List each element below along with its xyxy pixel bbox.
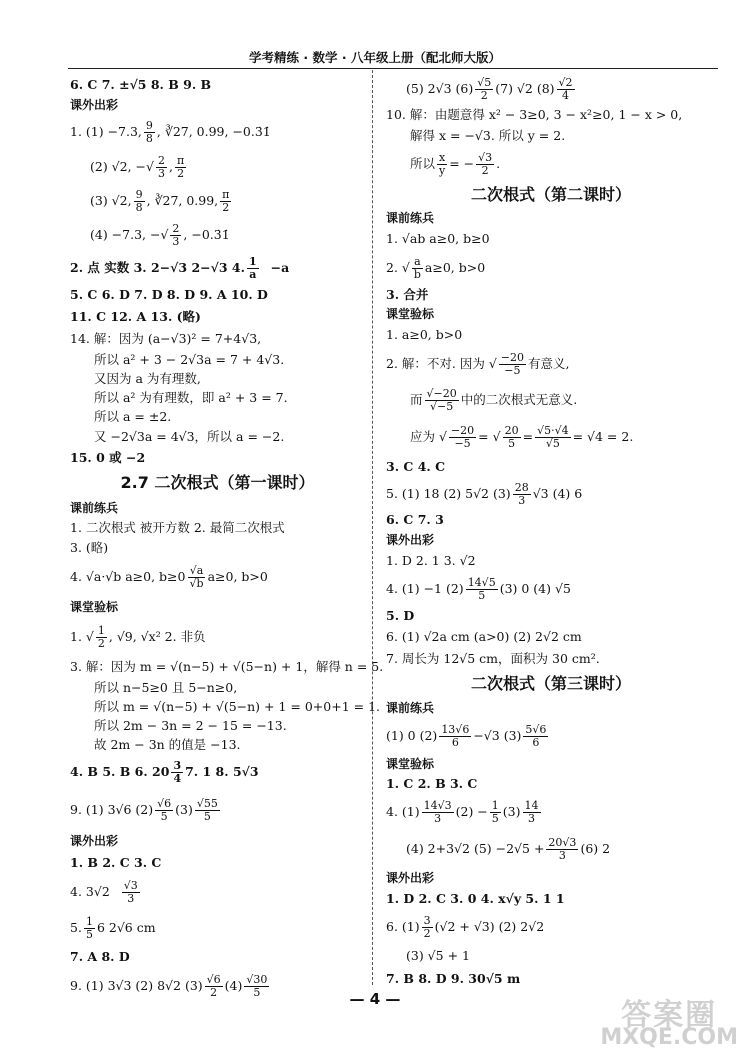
answer-line: 1. C 2. B 3. C: [386, 776, 478, 791]
answer-line: 应为 √ $\frac{-20}{-5}$ = √ $\frac{20}{5}$ = $\frac{√5\cdot√4}{√5}$ = √4 = 2.: [410, 423, 634, 450]
answer-line: 6. (1) $\frac{3}{2}$ (√2 + √3) (2) 2√2: [386, 913, 545, 940]
answer-line: 5. D: [386, 608, 415, 623]
answer-line: 所以 a² + 3 − 2√3a = 7 + 4√3.: [94, 351, 285, 367]
answer-line: 而 $\frac{√-20}{√-5}$ 中的二次根式无意义.: [410, 386, 578, 413]
answer-line: 5. $\frac{1}{5}$ 6 2√6 cm: [70, 914, 156, 941]
watermark-logo: [600, 998, 738, 1050]
answer-line: 4. 3√2 $\frac{√3}{3}$: [70, 878, 138, 905]
page-number: — 4 —: [349, 990, 401, 1008]
answer-line: 9. (1) 3√6 (2) $\frac{√6}{5}$ (3) $\frac{√55}{5}$: [70, 796, 218, 823]
answer-line: 9. (1) 3√3 (2) 8√2 (3) $\frac{√6}{2}$ (4) $\frac{√30}{5}$: [70, 972, 268, 999]
chapter-title: 二次根式（第二课时）: [470, 185, 631, 204]
answer-line: 所以 n−5≥0 且 5−n≥0,: [94, 679, 238, 695]
answer-line: 3. C 4. C: [386, 459, 446, 474]
chapter-title: 二次根式（第三课时）: [470, 674, 631, 693]
answer-line: 1. B 2. C 3. C: [70, 855, 162, 870]
watermark-url: MXQE.COM: [600, 1025, 738, 1050]
answer-line: 15. 0 或 −2: [70, 450, 146, 465]
answer-line: 1. a≥0, b>0: [386, 327, 463, 342]
answer-line: (5) 2√3 (6) $\frac{√5}{2}$ (7) √2 (8) $\frac{√2}{4}$: [406, 75, 573, 102]
answer-line: 又 −2√3a = 4√3，所以 a = −2.: [94, 429, 285, 444]
section-heading: 课前练兵: [70, 501, 119, 515]
answer-line: 4. √a·√b a≥0, b≥0 $\frac{√a}{√b}$ a≥0, b>0: [70, 563, 268, 590]
answer-line: 6. C 7. 3: [386, 512, 444, 527]
answer-line: (4) −7.3, −√ $\frac{2}{3}$ , −0.3̇1̇: [90, 221, 230, 248]
answer-line: 3. 合并: [386, 287, 429, 302]
answer-line: 1. (1) −7.3, $\frac{9}{8}$ , ∛27, 0.99, −0.3̇1̇: [70, 118, 271, 145]
column-divider: [372, 70, 373, 985]
page-header: 学考精练 · 数学 · 八年级上册（配北师大版）: [249, 50, 501, 65]
answer-line: 5. (1) 18 (2) 5√2 (3) $\frac{28}{3}$ √3 (4) 6: [386, 480, 583, 507]
answer-line: (1) 0 (2) $\frac{13√6}{6}$ −√3 (3) $\frac{5√6}{6}$: [386, 722, 547, 749]
answer-line: 所以 a² 为有理数，即 a² + 3 = 7.: [94, 389, 288, 405]
section-heading: 课外出彩: [70, 834, 119, 848]
right-column: [386, 74, 716, 990]
answer-line: 1. D 2. 1 3. √2: [386, 553, 476, 568]
answer-line: 2. 解：不对. 因为 √ $\frac{-20}{-5}$ 有意义,: [386, 350, 570, 377]
section-heading: 课堂验标: [386, 757, 435, 771]
answer-line: 1. D 2. C 3. 0 4. x√y 5. 1 1: [386, 891, 565, 906]
answer-line: 3. 解：因为 m = √(n−5) + √(5−n) + 1，解得 n = 5.: [70, 659, 384, 674]
answer-line: 2. 点 实数 3. 2−√3 2−√3 4. $\frac{1}{a}$ −a: [70, 254, 290, 281]
answer-line: 10. 解：由题意得 x² − 3≥0, 3 − x²≥0, 1 − x > 0,: [386, 107, 683, 122]
answer-line: 7. B 8. D 9. 30√5 m: [386, 971, 521, 986]
watermark-text: 答案圈: [621, 998, 718, 1033]
section-heading: 课前练兵: [386, 211, 435, 225]
answer-line: 4. (1) −1 (2) $\frac{14√5}{5}$ (3) 0 (4) √5: [386, 575, 571, 602]
left-column: [70, 74, 384, 1004]
answer-line: 所以 a = ±2.: [94, 408, 172, 424]
answer-line: 1. √ $\frac{1}{2}$ , √9, √x² 2. 非负: [70, 623, 206, 650]
answer-line: 7. 周长为 12√5 cm，面积为 30 cm².: [386, 651, 600, 666]
section-heading: 课堂验标: [70, 600, 119, 614]
answer-line: 所以 2m − 3n = 2 − 15 = −13.: [94, 717, 287, 733]
answer-line: 6. (1) √2a cm (a>0) (2) 2√2 cm: [386, 629, 582, 644]
chapter-title: 2.7 二次根式（第一课时）: [120, 473, 315, 492]
answer-line: (2) √2, −√ $\frac{2}{3}$ , $\frac{\pi}{2}$: [90, 153, 185, 180]
section-heading: 课外出彩: [386, 533, 435, 547]
answer-line: 4. B 5. B 6. 20 $\frac{3}{4}$ 7. 1 8. 5√3: [70, 758, 259, 785]
answer-line: 14. 解：因为 (a−√3)² = 7+4√3,: [70, 331, 262, 346]
answer-line: 1. √ab a≥0, b≥0: [386, 231, 490, 246]
answer-line: 7. A 8. D: [70, 949, 130, 964]
section-heading: 课外出彩: [386, 871, 435, 885]
answer-line: (3) √2, $\frac{9}{8}$ , ∛27, 0.99, $\frac{\pi}{2}$: [90, 187, 230, 214]
answer-line: 1. 二次根式 被开方数 2. 最简二次根式: [70, 520, 285, 535]
answer-line: 又因为 a 为有理数,: [94, 370, 201, 386]
answer-line: 3. (略): [70, 540, 109, 555]
answer-line: (3) √5 + 1: [406, 948, 470, 963]
answer-line: 所以 m = √(n−5) + √(5−n) + 1 = 0+0+1 = 1.: [94, 698, 381, 714]
answer-line: 解得 x = −√3. 所以 y = 2.: [410, 128, 566, 143]
header-rule: [68, 68, 718, 69]
answer-line: 4. (1) $\frac{14√3}{3}$ (2) − $\frac{1}{5}$ (3) $\frac{14}{3}$: [386, 798, 539, 825]
answer-line: 5. C 6. D 7. D 8. D 9. A 10. D: [70, 287, 268, 302]
answer-line: 故 2m − 3n 的值是 −13.: [94, 736, 241, 752]
section-heading: 课堂验标: [386, 307, 435, 321]
answer-line: (4) 2+3√2 (5) −2√5 + $\frac{20√3}{3}$ (6) 2: [406, 835, 611, 862]
answer-line: 6. C 7. ±√5 8. B 9. B: [70, 77, 212, 92]
section-heading: 课前练兵: [386, 701, 435, 715]
section-heading: 课外出彩: [70, 98, 119, 112]
answer-line: 所以 $\frac{x}{y}$ = − $\frac{√3}{2}$ .: [410, 150, 501, 177]
answer-line: 2. √ $\frac{a}{b}$ a≥0, b>0: [386, 254, 486, 281]
answer-line: 11. C 12. A 13. (略): [70, 309, 201, 324]
